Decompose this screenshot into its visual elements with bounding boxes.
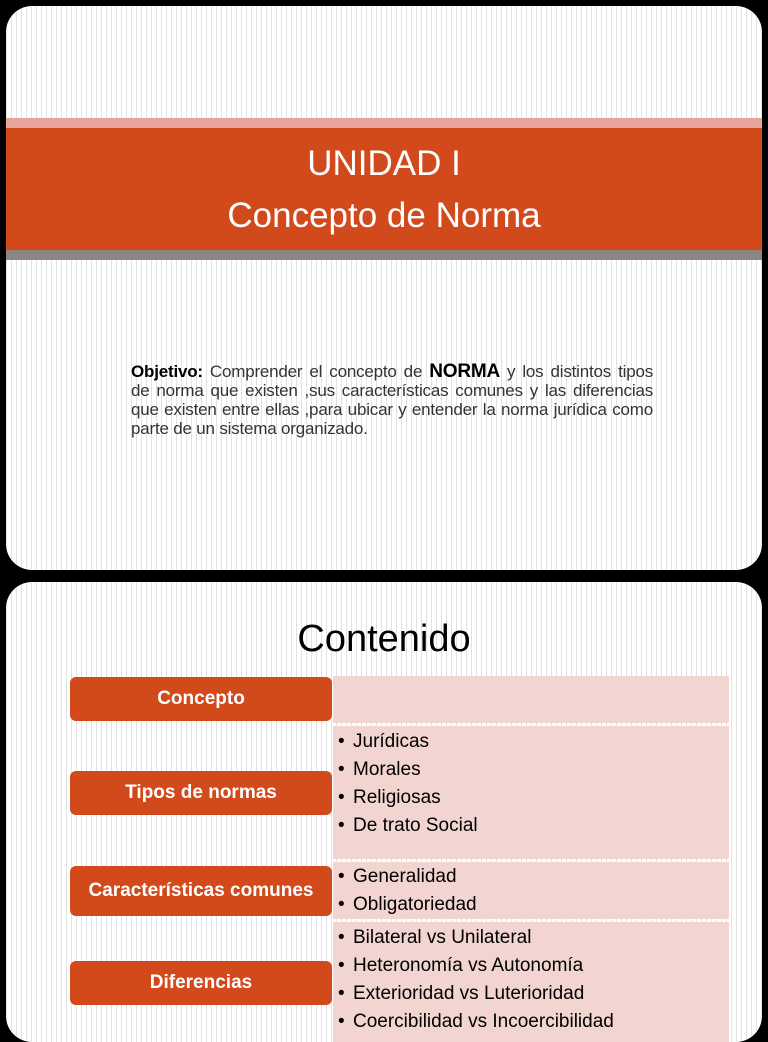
objective-text-after: y los distintos tipos de norma que existen ,sus características comunes y las diferencias que existen entre ellas ,para ubicar y entender la norma jurídica como parte de un sistema organizado.: [131, 362, 653, 438]
row-label-concepto: Concepto: [70, 677, 332, 721]
list-item: • Jurídicas: [333, 728, 729, 756]
title-band-bottom: [6, 250, 762, 260]
row-label-diferencias: Diferencias: [70, 961, 332, 1005]
list-item: • Bilateral vs Unilateral: [333, 924, 729, 952]
list-item: • Coercibilidad vs Incoercibilidad: [333, 1008, 729, 1036]
unit-subtitle: Concepto de Norma: [227, 196, 541, 235]
list-item: • De trato Social: [333, 812, 729, 840]
objective-label: Objetivo:: [131, 362, 203, 381]
list-item: • Obligatoriedad: [333, 891, 729, 919]
list-item: • Religiosas: [333, 784, 729, 812]
row-content-concepto: [333, 676, 729, 723]
row-content-tipos: [333, 726, 729, 859]
slide-title: [6, 6, 762, 570]
title-band: [6, 128, 762, 250]
row-content-caracteristicas: [333, 862, 729, 919]
list-item: • Heteronomía vs Autonomía: [333, 952, 729, 980]
objective-paragraph: [131, 362, 653, 438]
objective-text-before: Comprender el concepto de: [202, 362, 430, 381]
row-content-diferencias: [333, 922, 729, 1042]
contents-title: Contenido: [297, 618, 471, 660]
list-item: • Morales: [333, 756, 729, 784]
row-label-tipos: Tipos de normas: [70, 771, 332, 815]
title-band-top: [6, 118, 762, 128]
row-label-caracteristicas: Características comunes: [70, 866, 332, 916]
list-item: • Exterioridad vs Luterioridad: [333, 980, 729, 1008]
unit-title: UNIDAD I: [307, 144, 461, 183]
slide-contents: [6, 582, 762, 1042]
objective-emphasis: NORMA: [429, 361, 500, 382]
list-item: • Generalidad: [333, 863, 729, 891]
